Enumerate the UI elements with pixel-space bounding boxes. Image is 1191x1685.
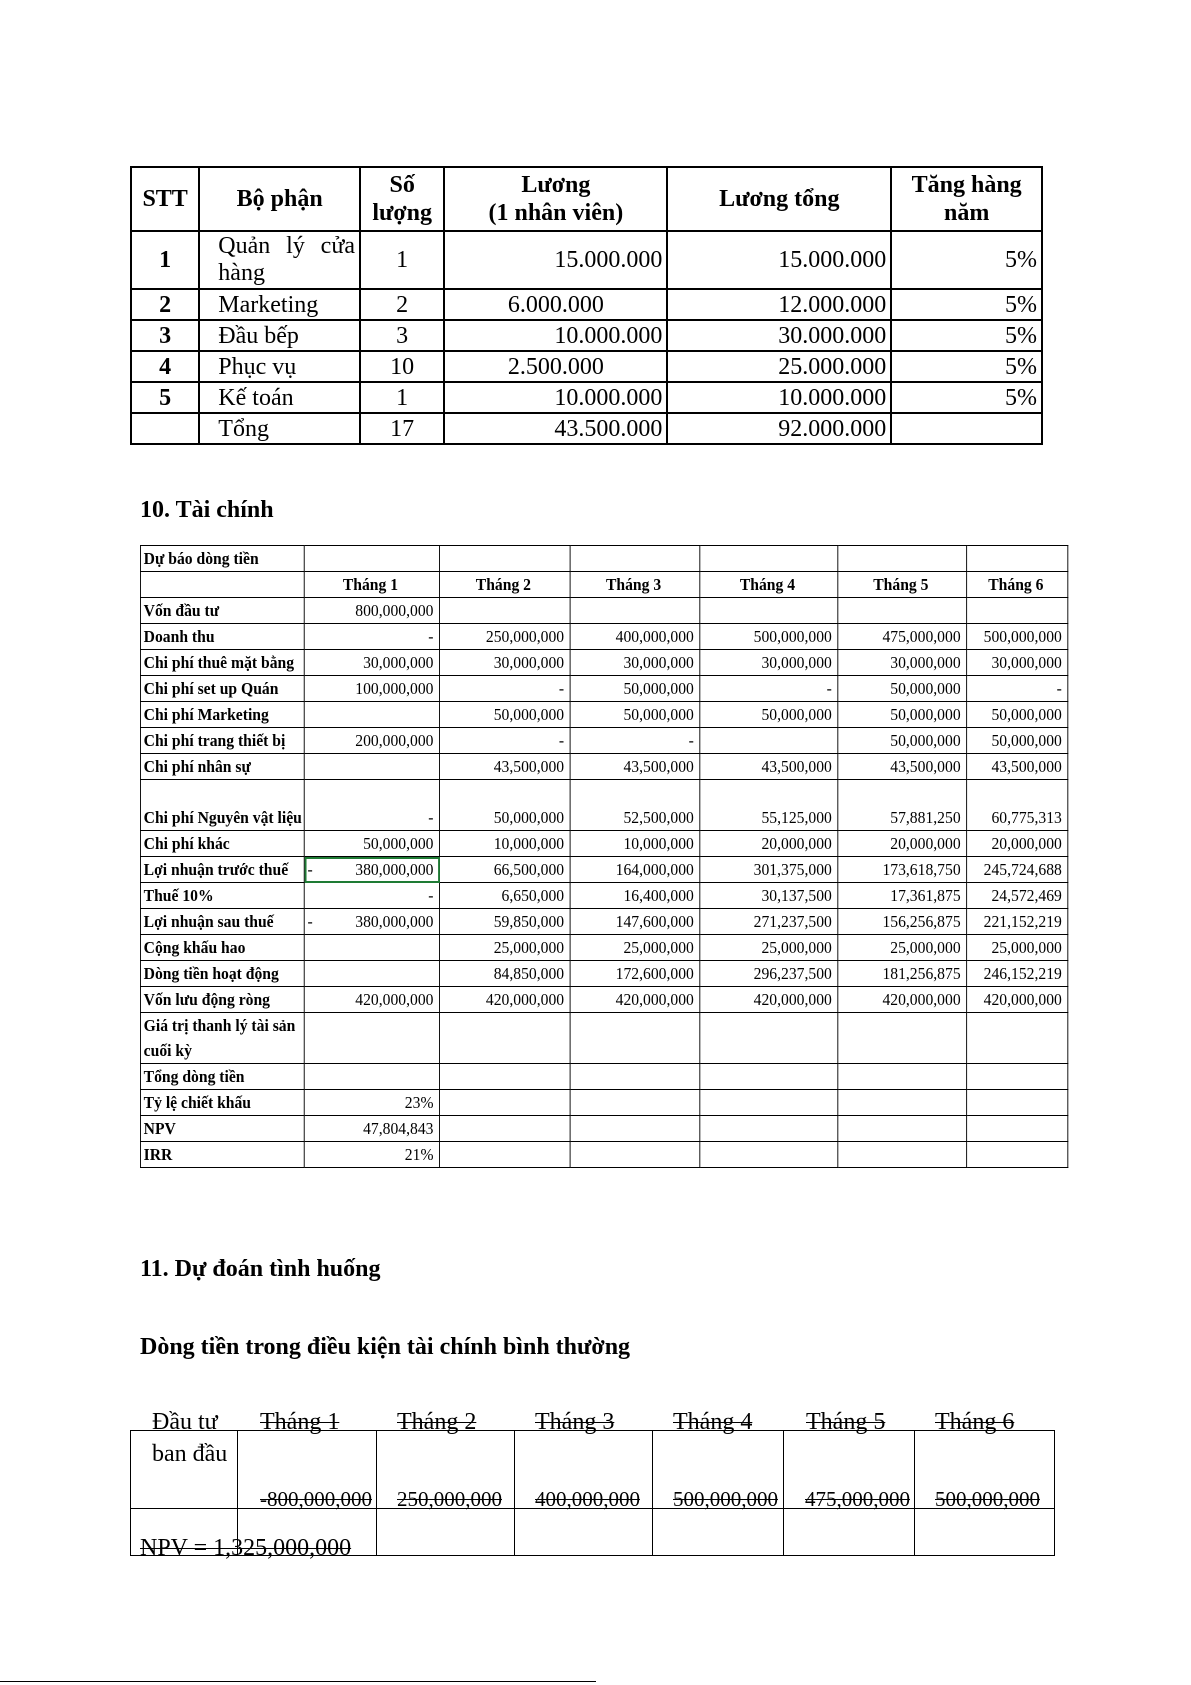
row-value	[838, 1013, 967, 1064]
row-qty: 2	[360, 289, 444, 320]
row-value	[570, 1064, 700, 1090]
row-value: 221,152,219	[967, 909, 1068, 935]
row-value: 30,000,000	[838, 650, 967, 676]
table-row	[140, 650, 1067, 676]
row-salary: 6.000.000	[444, 289, 667, 320]
table-row	[140, 883, 1067, 909]
scenario-month: Tháng 6	[935, 1409, 1015, 1435]
row-label: Chi phí set up Quán	[140, 676, 304, 702]
table-row	[131, 289, 1042, 320]
table-row	[140, 909, 1067, 935]
row-label: Tỷ lệ chiết khấu	[140, 1090, 304, 1116]
total-salary: 43.500.000	[444, 413, 667, 444]
row-value	[304, 909, 439, 935]
row-value: 30,000,000	[304, 650, 439, 676]
header-dept: Bộ phận	[199, 167, 360, 231]
row-value	[439, 1013, 570, 1064]
row-value	[838, 1064, 967, 1090]
row-value: 50,000,000	[570, 702, 700, 728]
row-value: -	[700, 676, 838, 702]
row-value	[838, 1090, 967, 1116]
table-row	[140, 935, 1067, 961]
row-value	[304, 702, 439, 728]
row-value: 66,500,000	[439, 857, 570, 883]
row-label: Dòng tiền hoạt động	[140, 961, 304, 987]
table-row	[131, 320, 1042, 351]
finance-title: Dự báo dòng tiền	[140, 546, 304, 572]
row-label: Thuế 10%	[140, 883, 304, 909]
row-value	[304, 961, 439, 987]
row-value	[967, 1116, 1068, 1142]
row-label: Doanh thu	[140, 624, 304, 650]
finance-table	[140, 545, 1068, 1168]
row-dept: Marketing	[199, 289, 360, 320]
row-value	[439, 1142, 570, 1168]
row-value: 30,000,000	[439, 650, 570, 676]
row-value: 16,400,000	[570, 883, 700, 909]
row-value: 25,000,000	[439, 935, 570, 961]
row-label: NPV	[140, 1116, 304, 1142]
row-qty: 3	[360, 320, 444, 351]
header-qty-line1: Số	[389, 172, 415, 198]
row-value	[304, 1064, 439, 1090]
row-value: -	[570, 728, 700, 754]
scenario-value: 475,000,000	[805, 1487, 910, 1511]
row-value: 25,000,000	[838, 935, 967, 961]
row-value: 420,000,000	[967, 987, 1068, 1013]
row-value	[700, 728, 838, 754]
row-dept: Phục vụ	[199, 351, 360, 382]
total-growth	[891, 413, 1042, 444]
row-growth: 5%	[891, 382, 1042, 413]
table-row	[140, 1090, 1067, 1116]
row-value: 173,618,750	[838, 857, 967, 883]
row-value: 50,000,000	[838, 676, 967, 702]
row-value: 420,000,000	[838, 987, 967, 1013]
table-row	[140, 1064, 1067, 1090]
empty-cell	[140, 572, 304, 598]
row-value: 30,000,000	[967, 650, 1068, 676]
row-value: 20,000,000	[838, 831, 967, 857]
value-text: 380,000,000	[355, 860, 434, 879]
finance-month-header-row	[140, 572, 1067, 598]
header-salary-line1: Lương	[521, 172, 591, 198]
row-value	[700, 598, 838, 624]
row-value: 84,850,000	[439, 961, 570, 987]
row-salary: 10.000.000	[444, 382, 667, 413]
row-value: 21%	[304, 1142, 439, 1168]
row-value	[570, 1090, 700, 1116]
header-growth-line1: Tăng hàng	[911, 172, 1022, 198]
row-growth: 5%	[891, 231, 1042, 289]
empty-cell	[838, 546, 967, 572]
scenario-month: Tháng 4	[673, 1409, 753, 1435]
row-value: 147,600,000	[570, 909, 700, 935]
row-total: 15.000.000	[667, 231, 891, 289]
row-value: -	[304, 780, 439, 831]
scenario-value: 400,000,000	[535, 1487, 640, 1511]
header-qty-line2: lượng	[372, 200, 433, 226]
scenario-cell	[915, 1509, 1055, 1556]
table-row	[140, 987, 1067, 1013]
row-value	[967, 1090, 1068, 1116]
table-row	[140, 598, 1067, 624]
row-value	[838, 1142, 967, 1168]
row-value: 10,000,000	[570, 831, 700, 857]
row-value: 420,000,000	[700, 987, 838, 1013]
row-value: 181,256,875	[838, 961, 967, 987]
row-value	[838, 1116, 967, 1142]
row-label: Tổng dòng tiền	[140, 1064, 304, 1090]
scenario-month: Tháng 2	[397, 1409, 477, 1435]
empty-cell	[304, 546, 439, 572]
negative-value	[307, 857, 433, 882]
row-label: IRR	[140, 1142, 304, 1168]
row-value: 6,650,000	[439, 883, 570, 909]
scenario-initial-label-line2: ban đầu	[152, 1441, 228, 1467]
row-growth: 5%	[891, 351, 1042, 382]
row-label: Chi phí nhân sự	[140, 754, 304, 780]
row-qty: 1	[360, 382, 444, 413]
row-value: 50,000,000	[304, 831, 439, 857]
scenario-cell	[377, 1509, 515, 1556]
row-value	[570, 1013, 700, 1064]
row-value: 25,000,000	[570, 935, 700, 961]
scenario-initial-label-line1: Đầu tư	[152, 1409, 218, 1435]
row-dept: Quản lý cửa hàng	[199, 231, 360, 289]
row-value: 420,000,000	[439, 987, 570, 1013]
row-label: Vốn lưu động ròng	[140, 987, 304, 1013]
row-value: 296,237,500	[700, 961, 838, 987]
row-value: 400,000,000	[570, 624, 700, 650]
row-label: Lợi nhuận trước thuế	[140, 857, 304, 883]
row-value	[439, 1090, 570, 1116]
scenario-cell	[653, 1509, 784, 1556]
row-growth: 5%	[891, 320, 1042, 351]
row-value: 43,500,000	[570, 754, 700, 780]
row-dept: Đầu bếp	[199, 320, 360, 351]
row-label: Giá trị thanh lý tài sản cuối kỳ	[140, 1013, 304, 1064]
row-value: 30,000,000	[570, 650, 700, 676]
row-stt: 4	[131, 351, 199, 382]
row-value: 164,000,000	[570, 857, 700, 883]
salary-header-row	[131, 167, 1042, 231]
row-value: 50,000,000	[967, 702, 1068, 728]
header-growth-line2: năm	[943, 200, 990, 226]
header-stt: STT	[131, 167, 199, 231]
row-value: 43,500,000	[439, 754, 570, 780]
scenario-subtitle: Dòng tiền trong điều kiện tài chính bình thường	[140, 1334, 631, 1360]
row-value	[439, 598, 570, 624]
row-value: 50,000,000	[838, 702, 967, 728]
table-row	[140, 1116, 1067, 1142]
header-qty	[360, 167, 444, 231]
row-value: 43,500,000	[967, 754, 1068, 780]
total-row	[131, 413, 1042, 444]
scenario-value: -800,000,000	[260, 1487, 372, 1511]
row-value: 100,000,000	[304, 676, 439, 702]
row-value: 60,775,313	[967, 780, 1068, 831]
row-value: 172,600,000	[570, 961, 700, 987]
table-row	[140, 728, 1067, 754]
row-stt: 2	[131, 289, 199, 320]
row-value: 50,000,000	[700, 702, 838, 728]
row-growth: 5%	[891, 289, 1042, 320]
empty-cell	[570, 546, 700, 572]
empty-cell	[700, 546, 838, 572]
row-value: 50,000,000	[439, 780, 570, 831]
row-qty: 1	[360, 231, 444, 289]
row-value	[570, 1116, 700, 1142]
row-value	[304, 935, 439, 961]
row-value: 420,000,000	[570, 987, 700, 1013]
row-value: 47,804,843	[304, 1116, 439, 1142]
header-growth	[891, 167, 1042, 231]
row-value: 420,000,000	[304, 987, 439, 1013]
header-total: Lương tổng	[667, 167, 891, 231]
salary-table	[130, 166, 1043, 445]
row-value: -	[304, 624, 439, 650]
row-label: Chi phí thuê mặt bằng	[140, 650, 304, 676]
negative-sign: -	[307, 860, 313, 879]
row-value: 23%	[304, 1090, 439, 1116]
row-value: 57,881,250	[838, 780, 967, 831]
row-value: -	[304, 883, 439, 909]
row-value: 10,000,000	[439, 831, 570, 857]
month-header: Tháng 6	[967, 572, 1068, 598]
row-label: Chi phí Marketing	[140, 702, 304, 728]
table-row	[140, 780, 1067, 831]
scenario-month: Tháng 3	[535, 1409, 615, 1435]
row-value: 500,000,000	[967, 624, 1068, 650]
row-label: Chi phí khác	[140, 831, 304, 857]
table-row	[140, 961, 1067, 987]
section-11-heading: 11. Dự đoán tình huống	[140, 1256, 381, 1282]
row-salary: 15.000.000	[444, 231, 667, 289]
row-stt: 1	[131, 231, 199, 289]
row-value: 250,000,000	[439, 624, 570, 650]
row-value: 43,500,000	[838, 754, 967, 780]
section-10-heading: 10. Tài chính	[140, 497, 274, 523]
table-row	[140, 1013, 1067, 1064]
row-value: 500,000,000	[700, 624, 838, 650]
total-stt	[131, 413, 199, 444]
value-text: 380,000,000	[355, 912, 434, 931]
negative-sign: -	[307, 912, 313, 931]
row-value	[700, 1142, 838, 1168]
negative-value	[307, 909, 433, 934]
row-value	[304, 1013, 439, 1064]
table-row	[131, 351, 1042, 382]
row-value	[700, 1064, 838, 1090]
row-value: 30,000,000	[700, 650, 838, 676]
table-row	[140, 831, 1067, 857]
scenario-month: Tháng 5	[806, 1409, 886, 1435]
row-total: 30.000.000	[667, 320, 891, 351]
row-label: Vốn đầu tư	[140, 598, 304, 624]
row-qty: 10	[360, 351, 444, 382]
row-value: 50,000,000	[967, 728, 1068, 754]
row-total: 10.000.000	[667, 382, 891, 413]
row-value: -	[439, 728, 570, 754]
row-salary: 2.500.000	[444, 351, 667, 382]
row-label: Cộng khấu hao	[140, 935, 304, 961]
scenario-value: 500,000,000	[935, 1487, 1040, 1511]
row-value: 24,572,469	[967, 883, 1068, 909]
row-label: Chi phí trang thiết bị	[140, 728, 304, 754]
finance-title-row	[140, 546, 1067, 572]
page-bottom-rule	[0, 1681, 596, 1682]
row-label: Lợi nhuận sau thuế	[140, 909, 304, 935]
row-value: 800,000,000	[304, 598, 439, 624]
row-value: 55,125,000	[700, 780, 838, 831]
scenario-cell	[515, 1509, 653, 1556]
row-value	[570, 598, 700, 624]
row-value	[570, 1142, 700, 1168]
total-total: 92.000.000	[667, 413, 891, 444]
row-dept: Kế toán	[199, 382, 360, 413]
row-value: 50,000,000	[439, 702, 570, 728]
row-value: 475,000,000	[838, 624, 967, 650]
table-row	[131, 382, 1042, 413]
row-value	[700, 1013, 838, 1064]
row-value: 30,137,500	[700, 883, 838, 909]
header-salary	[444, 167, 667, 231]
row-value: 25,000,000	[700, 935, 838, 961]
row-value: 17,361,875	[838, 883, 967, 909]
table-row	[140, 624, 1067, 650]
row-value: 245,724,688	[967, 857, 1068, 883]
total-qty: 17	[360, 413, 444, 444]
row-value	[700, 1090, 838, 1116]
row-value	[838, 598, 967, 624]
row-value: 246,152,219	[967, 961, 1068, 987]
row-value: 156,256,875	[838, 909, 967, 935]
table-row	[140, 1142, 1067, 1168]
row-value	[304, 754, 439, 780]
header-salary-line2: (1 nhân viên)	[488, 200, 624, 226]
row-value	[967, 1013, 1068, 1064]
scenario-value: 500,000,000	[673, 1487, 778, 1511]
month-header: Tháng 3	[570, 572, 700, 598]
row-label: Chi phí Nguyên vật liệu	[140, 780, 304, 831]
row-value: 25,000,000	[967, 935, 1068, 961]
row-value	[967, 598, 1068, 624]
table-row	[140, 676, 1067, 702]
row-value	[967, 1064, 1068, 1090]
table-row	[140, 702, 1067, 728]
month-header: Tháng 5	[838, 572, 967, 598]
row-value	[700, 1116, 838, 1142]
empty-cell	[439, 546, 570, 572]
row-value: 52,500,000	[570, 780, 700, 831]
row-stt: 3	[131, 320, 199, 351]
row-value: -	[439, 676, 570, 702]
row-value: 200,000,000	[304, 728, 439, 754]
row-total: 25.000.000	[667, 351, 891, 382]
table-row	[140, 857, 1067, 883]
scenario-month: Tháng 1	[260, 1409, 340, 1435]
table-row	[131, 231, 1042, 289]
row-value: 20,000,000	[700, 831, 838, 857]
month-header: Tháng 1	[304, 572, 439, 598]
row-value: 59,850,000	[439, 909, 570, 935]
selected-cell[interactable]	[304, 857, 439, 883]
empty-cell	[967, 546, 1068, 572]
row-value: 50,000,000	[570, 676, 700, 702]
row-total: 12.000.000	[667, 289, 891, 320]
row-value: 50,000,000	[838, 728, 967, 754]
scenario-value: 250,000,000	[397, 1487, 502, 1511]
table-row	[140, 754, 1067, 780]
row-value: 43,500,000	[700, 754, 838, 780]
row-salary: 10.000.000	[444, 320, 667, 351]
row-value: 271,237,500	[700, 909, 838, 935]
row-value: 20,000,000	[967, 831, 1068, 857]
total-label: Tổng	[199, 413, 360, 444]
scenario-cell	[784, 1509, 915, 1556]
scenario-npv: NPV = 1,325,000,000	[140, 1535, 352, 1561]
row-value	[439, 1116, 570, 1142]
row-value: 301,375,000	[700, 857, 838, 883]
month-header: Tháng 2	[439, 572, 570, 598]
row-value: -	[967, 676, 1068, 702]
row-value	[439, 1064, 570, 1090]
month-header: Tháng 4	[700, 572, 838, 598]
row-stt: 5	[131, 382, 199, 413]
row-value	[967, 1142, 1068, 1168]
